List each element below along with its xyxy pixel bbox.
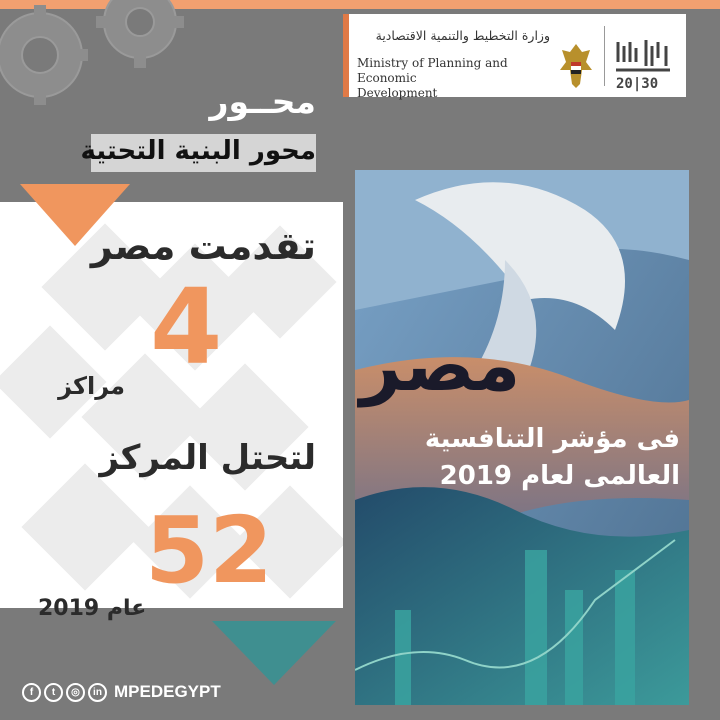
ministry-en-line1: Ministry of Planning and Economic: [357, 56, 508, 85]
cover-subtitle-line2: العالمى لعام 2019: [439, 461, 680, 491]
cover-title: مصر: [360, 323, 521, 407]
axis-label: محــور: [209, 82, 316, 121]
twitter-icon[interactable]: t: [44, 683, 63, 702]
egypt-vision-2030-logo-icon: [610, 36, 676, 92]
facebook-icon[interactable]: f: [22, 683, 41, 702]
rank-improvement-number: 4: [150, 266, 223, 388]
header-divider: [604, 26, 605, 86]
cover-subtitle-line1: فى مؤشر التنافسية: [424, 424, 680, 454]
headline-line2: لتحتل المركز: [99, 438, 316, 478]
svg-text:20|30: 20|30: [616, 76, 659, 92]
instagram-icon[interactable]: ◎: [66, 683, 85, 702]
gears-decoration: [0, 0, 210, 110]
ministry-name-english: [357, 56, 557, 101]
teal-triangle: [212, 621, 336, 685]
year-label: عام 2019: [38, 596, 147, 621]
rank-number: 52: [145, 497, 274, 604]
rank-improvement-unit: مراكز: [58, 372, 125, 400]
ministry-en-line2: Development: [357, 86, 438, 100]
linkedin-icon[interactable]: in: [88, 683, 107, 702]
social-handle[interactable]: MPEDEGYPT: [114, 682, 221, 701]
header-accent: [343, 14, 349, 97]
social-links: [22, 682, 221, 702]
headline-line1: تقدمت مصر: [90, 224, 316, 268]
egypt-eagle-emblem-icon: [556, 40, 596, 92]
pillar-title: محور البنية التحتية: [80, 136, 316, 166]
ministry-name-arabic: وزارة التخطيط والتنمية الاقتصادية: [375, 28, 550, 43]
